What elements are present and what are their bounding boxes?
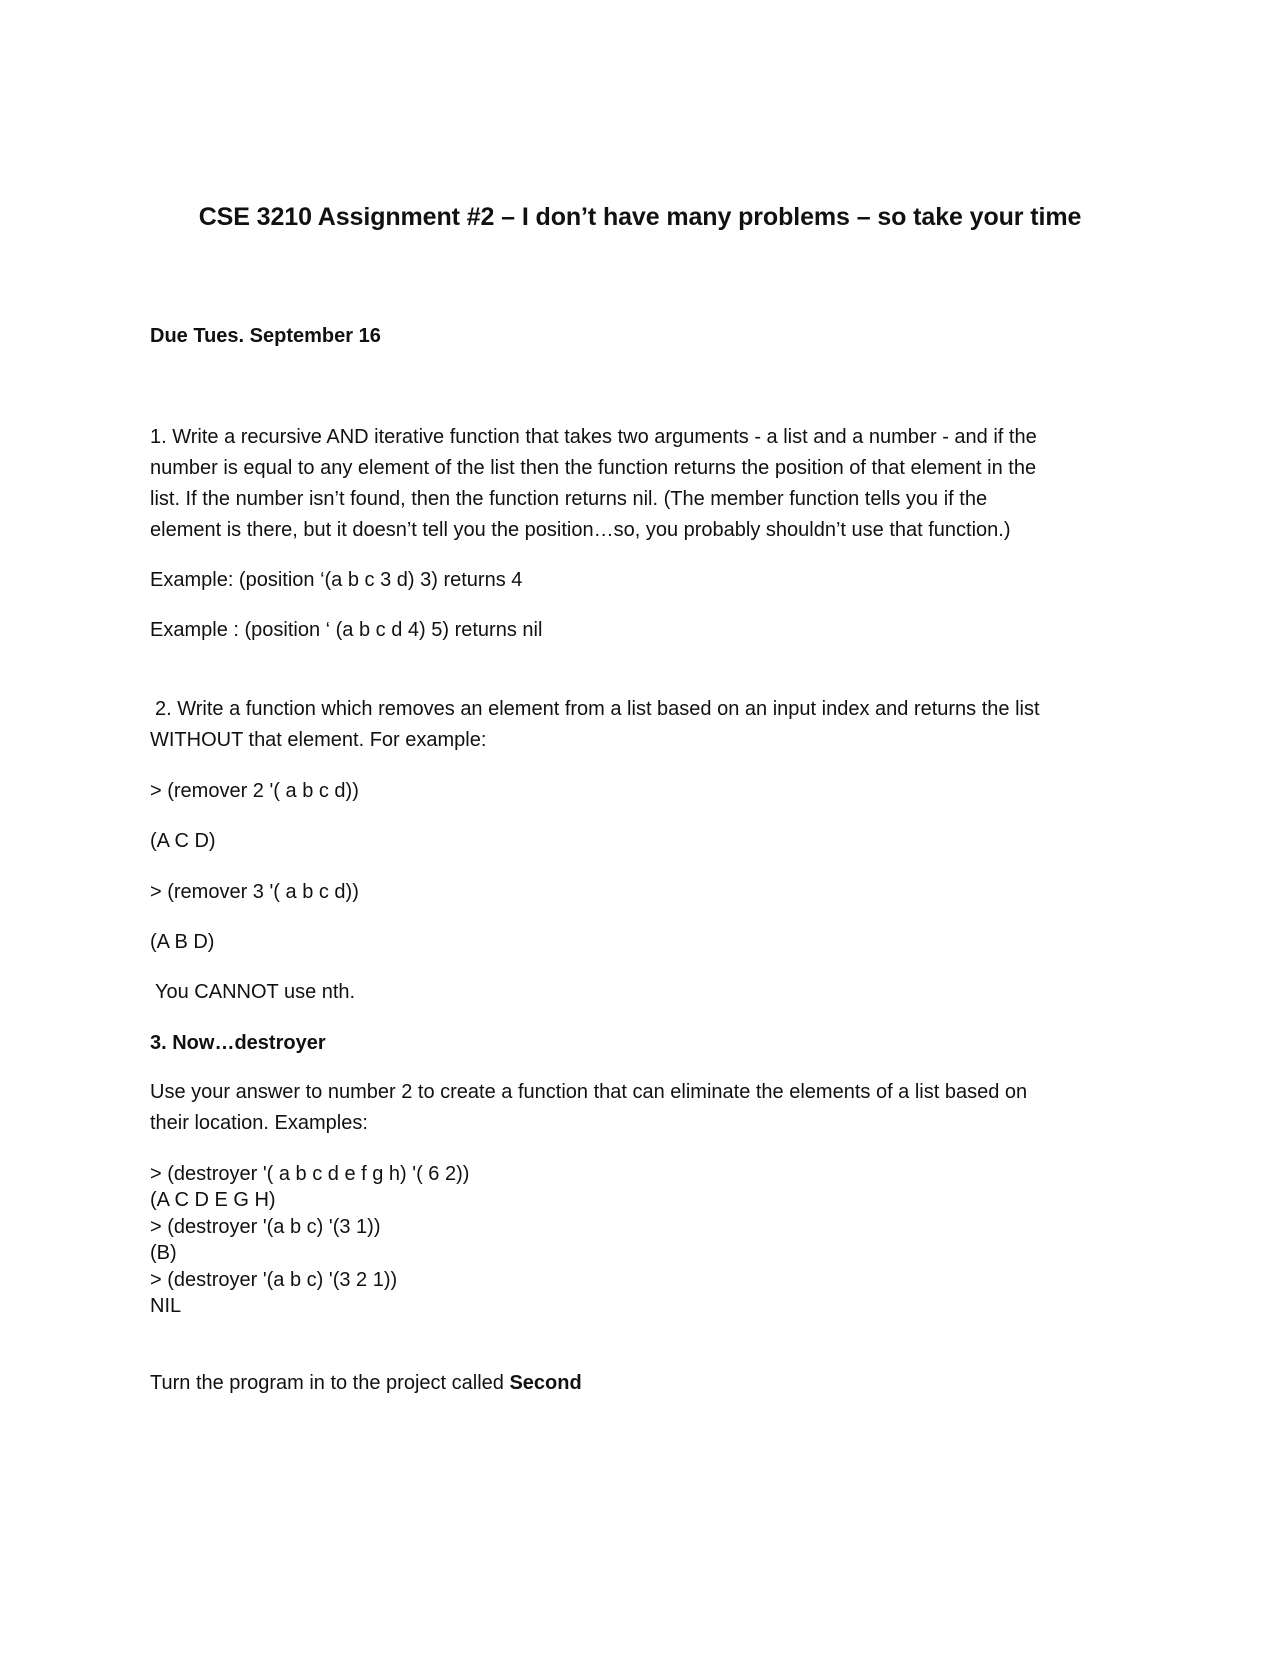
problem3-example-line-3: > (destroyer '(a b c) '(3 1)) (150, 1216, 381, 1238)
problem2-example-1-call: > (remover 2 '( a b c d)) (150, 780, 359, 802)
problem1-line-3: list. If the number isn’t found, then the function returns nil. (The member function tells you if the (150, 488, 988, 510)
assignment-title: CSE 3210 Assignment #2 – I don’t have many problems – so take your time (198, 203, 1082, 231)
problem2-example-2-result: (A B D) (150, 931, 215, 953)
problem3-heading: 3. Now…destroyer (150, 1032, 326, 1054)
problem1-example-1: Example: (position ‘(a b c 3 d) 3) returns 4 (150, 569, 523, 591)
problem2-note: You CANNOT use nth. (155, 981, 356, 1003)
due-date: Due Tues. September 16 (150, 325, 381, 347)
submission-text: Turn the program in to the project called (150, 1372, 510, 1394)
problem3-example-line-2: (A C D E G H) (150, 1189, 276, 1211)
problem1-example-2: Example : (position ‘ (a b c d 4) 5) returns nil (150, 619, 543, 641)
problem3-example-line-5: > (destroyer '(a b c) '(3 2 1)) (150, 1269, 398, 1291)
problem2-example-2-call: > (remover 3 '( a b c d)) (150, 881, 359, 903)
problem2-example-1-result: (A C D) (150, 830, 216, 852)
problem3-example-line-4: (B) (150, 1242, 177, 1264)
problem3-example-line-1: > (destroyer '( a b c d e f g h) '( 6 2)) (150, 1163, 470, 1185)
problem2-line-1: 2. Write a function which removes an element from a list based on an input index and returns the list (155, 698, 1040, 720)
problem2-line-2: WITHOUT that element. For example: (150, 729, 487, 751)
problem3-line-2: their location. Examples: (150, 1112, 368, 1134)
problem1-line-2: number is equal to any element of the list then the function returns the position of that element in the (150, 457, 1037, 479)
problem1-line-4: element is there, but it doesn’t tell you the position…so, you probably shouldn’t use that function.) (150, 519, 1011, 541)
problem1-line-1: 1. Write a recursive AND iterative function that takes two arguments - a list and a number - and if the (150, 426, 1037, 448)
problem3-example-line-6: NIL (150, 1295, 182, 1317)
project-name: Second (509, 1372, 582, 1394)
problem3-line-1: Use your answer to number 2 to create a function that can eliminate the elements of a list based on (150, 1081, 1028, 1103)
submission-instruction (150, 1370, 582, 1396)
